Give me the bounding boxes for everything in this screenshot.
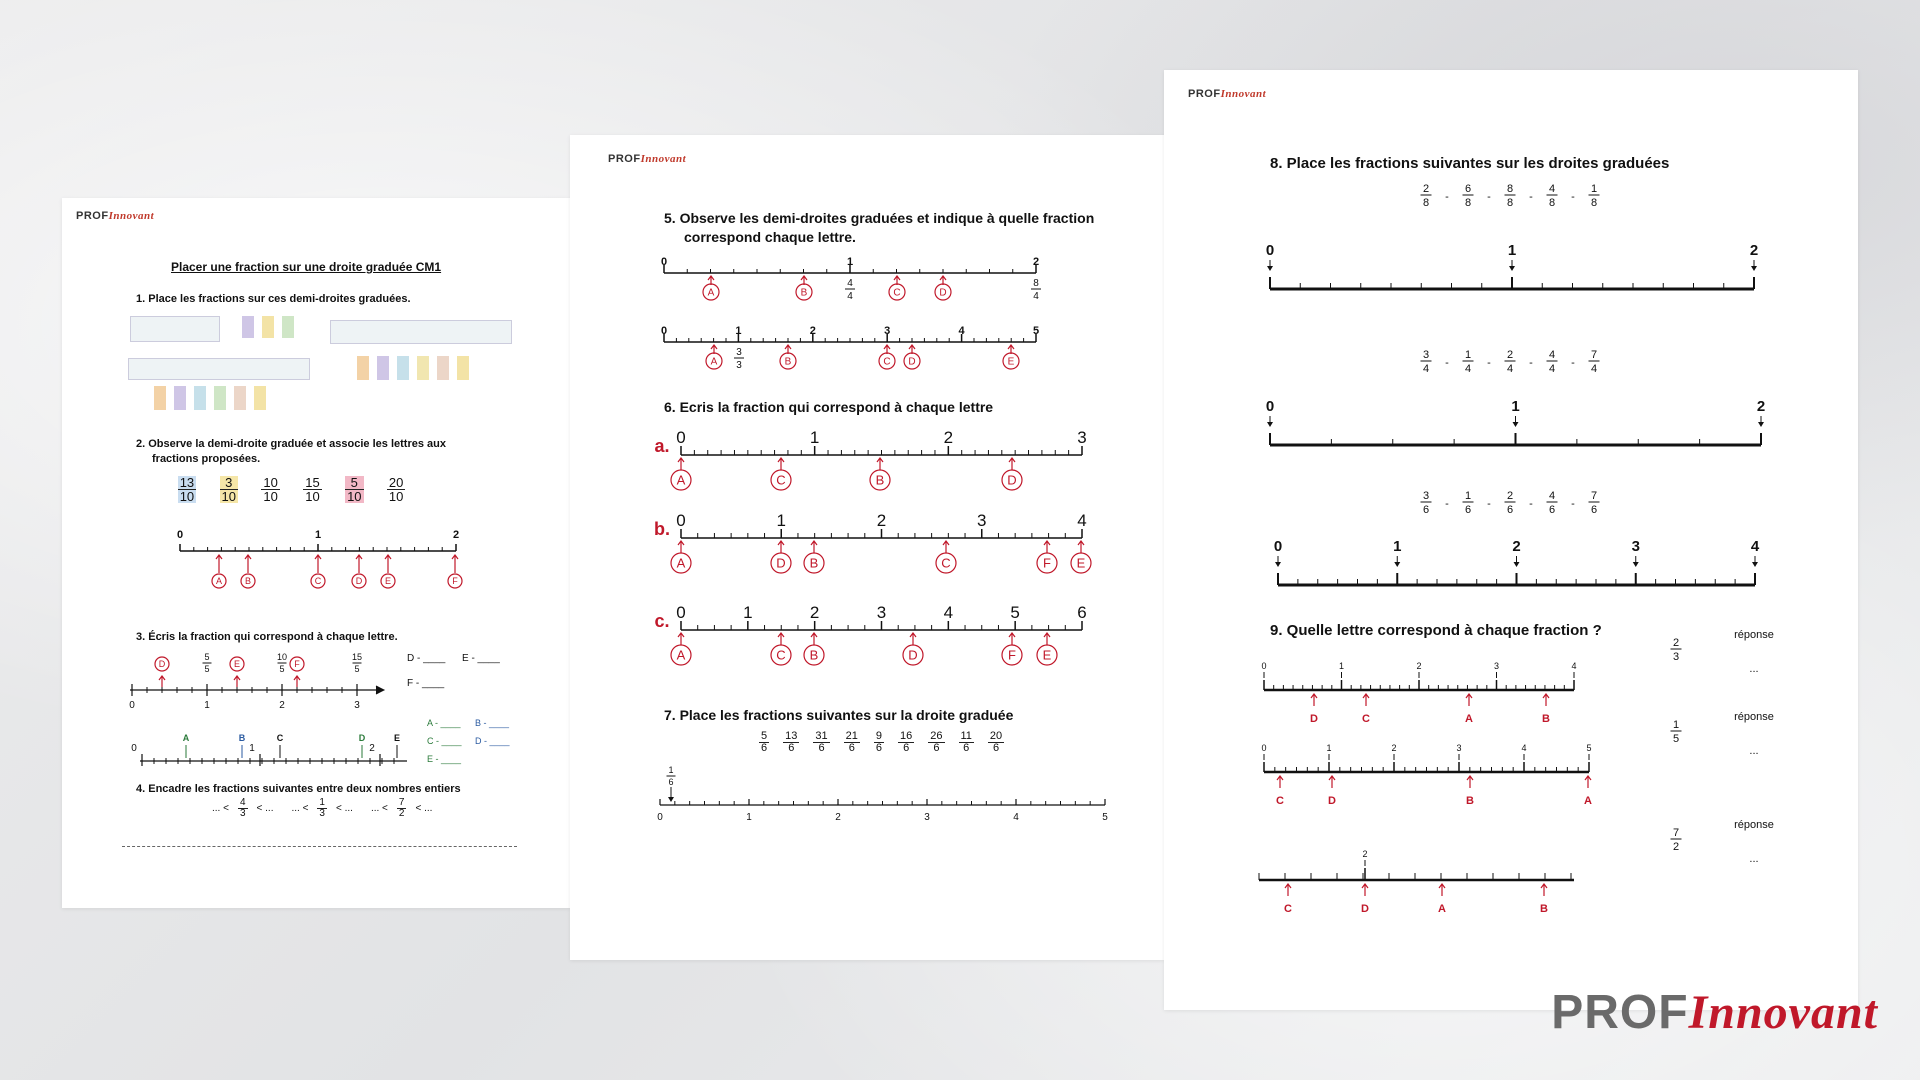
letter-label: E: [1007, 356, 1015, 368]
question-8: 8. Place les fractions suivantes sur les droites graduées: [1270, 155, 1670, 172]
letter-label: C: [776, 647, 786, 663]
fraction-denominator: 6: [788, 742, 795, 754]
tick-label: 1: [1338, 661, 1345, 671]
tick-label: 6: [1077, 603, 1087, 622]
logo-prefix: PROF: [76, 210, 109, 222]
fraction-numerator: 9: [875, 730, 882, 742]
q9-answer: ...: [1749, 663, 1759, 675]
q9-answer: ...: [1749, 853, 1759, 865]
fraction-numerator: 16: [900, 730, 913, 742]
q4-pre: ... <: [212, 803, 229, 815]
tick-label: 3: [1077, 428, 1087, 447]
letter-label: B: [809, 555, 819, 571]
fraction-denominator: 8: [1464, 197, 1472, 209]
question-2-line-2: fractions proposées.: [152, 453, 261, 465]
q3-answer-b: B - ____: [475, 718, 510, 728]
fraction-numerator: 15: [305, 475, 320, 490]
q9-letter-b: B: [1542, 713, 1550, 725]
tick-label: 0: [676, 428, 686, 447]
fraction-denominator: 10: [388, 489, 404, 504]
fraction-numerator: 4: [1548, 490, 1556, 502]
tick-label: 4: [1013, 812, 1019, 823]
fraction-denominator: 6: [818, 742, 825, 754]
separator: -: [1529, 191, 1533, 203]
fraction-denominator: 3: [736, 360, 742, 371]
fraction-denominator: 4: [1548, 363, 1556, 375]
letter-label: A: [676, 647, 686, 663]
fraction-numerator: 26: [930, 730, 943, 742]
q3-answer-a: A - ____: [427, 718, 461, 728]
separator: -: [1571, 191, 1575, 203]
q3-answer-d: D - ____: [407, 653, 446, 664]
fraction-denominator: 8: [1422, 197, 1430, 209]
q4-item: [370, 797, 433, 819]
tick-label: 2: [1416, 661, 1422, 671]
fraction-denominator: 5: [354, 664, 360, 674]
fraction-numerator: 2: [1672, 637, 1680, 649]
fraction-numerator: 4: [1548, 183, 1556, 195]
fraction-numerator: 8: [1033, 278, 1039, 289]
q7-number-line: [570, 135, 1164, 960]
fraction-denominator: 6: [668, 777, 674, 787]
letter-label: C: [941, 555, 951, 571]
fraction-denominator: 4: [847, 291, 853, 302]
q9-letter-a: A: [1438, 903, 1446, 915]
tick-label: 3: [924, 812, 930, 823]
fraction-denominator: 6: [761, 742, 768, 754]
tick-label: 4: [1077, 511, 1087, 530]
q9-answer-label: réponse: [1734, 629, 1774, 641]
fraction-numerator: 1: [1464, 349, 1472, 361]
fraction-numerator: 2: [1506, 490, 1514, 502]
fraction-numerator: 21: [845, 730, 858, 742]
tick-label: 1: [846, 256, 854, 268]
letter-label: C: [893, 287, 901, 299]
q3-letter2-d: D: [358, 733, 366, 743]
q6-row-label: c.: [654, 611, 670, 631]
fraction-numerator: 15: [351, 652, 363, 662]
letter-label: B: [800, 287, 808, 299]
tick-label: 3: [1456, 743, 1462, 753]
q9-letter-b: B: [1466, 795, 1474, 807]
letter-label: E: [1076, 555, 1086, 571]
letter-label: E: [384, 576, 392, 587]
tick-label: 0: [660, 325, 668, 337]
q9-letter-d: D: [1328, 795, 1336, 807]
letter-label: A: [710, 356, 718, 368]
tick-label: 3: [876, 603, 887, 622]
separator: -: [1487, 498, 1491, 510]
tick-label: 4: [1571, 661, 1577, 671]
fraction-denominator: 6: [1548, 504, 1556, 516]
arrow-head: [376, 686, 384, 694]
tick-label: 1: [1511, 398, 1520, 415]
tick-label: 2: [369, 743, 375, 754]
fraction-numerator: 31: [815, 730, 828, 742]
tick-label: 0: [660, 256, 668, 268]
tick-label: 5: [1032, 325, 1040, 337]
q4-pre: ... <: [370, 803, 388, 815]
fraction-numerator: 4: [1548, 349, 1556, 361]
letter-label: D: [1007, 472, 1017, 488]
tick-label: 0: [657, 812, 663, 823]
fraction-denominator: 5: [279, 664, 285, 674]
fraction-numerator: 13: [179, 475, 195, 490]
brand-prefix: PROF: [1551, 986, 1689, 1039]
tick-label: 0: [676, 603, 686, 622]
tick-label: 3: [977, 511, 987, 530]
arrow-head: [668, 797, 674, 802]
q3-answer-e2: E - ____: [427, 754, 462, 764]
tick-label: 3: [884, 325, 891, 337]
tick-label: 2: [1032, 256, 1040, 268]
tick-label: 1: [746, 812, 752, 823]
letter-label: C: [314, 576, 322, 587]
q4-items: [212, 798, 512, 828]
tick-label: 2: [809, 325, 816, 337]
tick-label: 0: [1265, 398, 1275, 415]
tick-label: 2: [1512, 538, 1521, 555]
question-5-line-2: correspond chaque lettre.: [684, 229, 856, 245]
tick-label: 2: [452, 529, 460, 541]
tick-label: 1: [735, 325, 742, 337]
fraction-denominator: 6: [875, 742, 882, 754]
fraction-numerator: 4: [239, 797, 246, 808]
logo-suffix: Innovant: [1220, 88, 1267, 100]
q9-letter-a: A: [1465, 713, 1473, 725]
letter-label: D: [939, 287, 947, 299]
tick-label: 2: [279, 700, 285, 711]
fraction-numerator: 10: [276, 652, 288, 662]
letter-label: A: [676, 472, 686, 488]
fraction-denominator: 6: [1506, 504, 1514, 516]
separator: -: [1571, 498, 1575, 510]
q4-fraction: [238, 798, 248, 819]
fraction-denominator: 5: [204, 664, 210, 674]
fraction-numerator: 5: [204, 652, 210, 662]
letter-label: B: [784, 356, 792, 368]
letter-label: B: [244, 576, 252, 587]
fraction-numerator: 6: [1464, 183, 1472, 195]
q6-row-label: b.: [654, 519, 670, 539]
letter-label: F: [1008, 647, 1016, 663]
fraction-numerator: 2: [1506, 349, 1514, 361]
q4-item: [291, 797, 353, 819]
question-1: 1. Place les fractions sur ces demi-droites graduées.: [136, 293, 411, 305]
separator: -: [1487, 191, 1491, 203]
tick-label: 5: [1586, 743, 1592, 753]
fraction-denominator: 6: [1464, 504, 1472, 516]
logo-suffix: Innovant: [108, 210, 155, 222]
q3-answer-c: C - ____: [427, 736, 462, 746]
fraction-denominator: 6: [963, 742, 970, 754]
brand-logo: [1551, 985, 1878, 1040]
fraction-numerator: 7: [1590, 349, 1598, 361]
separator: -: [1445, 498, 1449, 510]
fraction-denominator: 5: [1672, 733, 1680, 745]
tick-label: 1: [249, 743, 255, 754]
fraction-denominator: 4: [1033, 291, 1039, 302]
letter-label: F: [1043, 555, 1051, 571]
fraction-numerator: 1: [668, 765, 674, 775]
fraction-denominator: 6: [1590, 504, 1598, 516]
letter-label: B: [875, 472, 885, 488]
tick-label: 4: [1750, 538, 1760, 555]
q9-letter-d: D: [1361, 903, 1369, 915]
tick-label: 1: [1326, 743, 1332, 753]
separator: -: [1529, 357, 1533, 369]
letter-label: D: [776, 555, 786, 571]
fraction-denominator: 2: [1672, 841, 1680, 853]
fraction-numerator: 7: [1590, 490, 1598, 502]
fraction-denominator: 6: [933, 742, 940, 754]
fraction-denominator: 10: [305, 489, 320, 504]
tick-label: 2: [943, 428, 954, 447]
separator: -: [1445, 357, 1449, 369]
tick-label: 4: [958, 325, 965, 337]
fraction-numerator: 1: [1672, 719, 1680, 731]
letter-label: A: [215, 576, 223, 587]
q9-letter-a: A: [1584, 795, 1592, 807]
tick-label: 1: [743, 603, 753, 622]
letter-label: A: [676, 555, 686, 571]
fraction-numerator: 1: [1590, 183, 1598, 195]
letter-label: D: [158, 659, 166, 670]
tick-label: 1: [314, 529, 322, 541]
dotted-divider: [122, 846, 517, 847]
q3-letter2-a: A: [182, 733, 190, 743]
tick-label: 1: [204, 700, 210, 711]
q4-fraction: [317, 798, 327, 819]
tick-label: 5: [1010, 603, 1020, 622]
letter-label: B: [809, 647, 819, 663]
q9-letter-c: C: [1276, 795, 1284, 807]
question-7: 7. Place les fractions suivantes sur la droite graduée: [664, 707, 1014, 723]
tick-label: 3: [354, 700, 360, 711]
tick-label: 2: [1362, 849, 1368, 859]
question-2-line-1: 2. Observe la demi-droite graduée et associe les lettres aux: [136, 438, 446, 450]
tick-label: 1: [1507, 242, 1517, 259]
q3-answer-e: E - ____: [462, 653, 500, 664]
tick-label: 0: [676, 511, 686, 530]
tick-label: 4: [1521, 743, 1527, 753]
tick-label: 0: [1273, 538, 1283, 555]
letter-label: D: [355, 576, 363, 587]
fraction-numerator: 13: [785, 730, 798, 742]
separator: -: [1529, 498, 1533, 510]
q4-post: < ...: [256, 803, 274, 815]
fraction-numerator: 3: [220, 476, 238, 490]
question-3: 3. Écris la fraction qui correspond à chaque lettre.: [136, 631, 398, 643]
fraction-denominator: 8: [1548, 197, 1556, 209]
q3-answer-d2: D - ____: [475, 736, 510, 746]
letter-label: D: [908, 356, 916, 368]
fraction-numerator: 11: [960, 730, 972, 742]
worksheet-page-1: [62, 198, 570, 908]
q4-fraction: [397, 798, 407, 819]
fraction-numerator: 3: [736, 347, 742, 358]
worksheet-page-2: [570, 135, 1164, 960]
fraction-denominator: 4: [1590, 363, 1598, 375]
q9-letter-c: C: [1362, 713, 1370, 725]
tick-label: 0: [176, 529, 184, 541]
tick-label: 2: [809, 603, 820, 622]
letter-label: F: [294, 659, 300, 670]
letter-label: E: [1042, 647, 1052, 663]
fraction-denominator: 10: [179, 489, 195, 504]
fraction-denominator: 3: [1672, 651, 1680, 663]
letter-label: D: [908, 647, 918, 663]
fraction-denominator: 6: [1422, 504, 1430, 516]
tick-label: 0: [1261, 743, 1267, 753]
fraction-denominator: 8: [1506, 197, 1514, 209]
question-4: 4. Encadre les fractions suivantes entre deux nombres entiers: [136, 783, 461, 795]
tick-label: 1: [1393, 538, 1402, 555]
fraction-denominator: 3: [319, 808, 325, 819]
logo-prefix: PROF: [1188, 88, 1221, 100]
fraction-denominator: 6: [992, 742, 1000, 754]
fraction-numerator: 20: [388, 475, 404, 490]
q4-item: [212, 797, 274, 819]
q6-row-label: a.: [654, 436, 670, 456]
fraction-numerator: 2: [1422, 183, 1430, 195]
separator: -: [1571, 357, 1575, 369]
q9-answer: ...: [1749, 745, 1759, 757]
fraction-denominator: 6: [903, 742, 910, 754]
page1-title: Placer une fraction sur une droite graduée CM1: [171, 260, 442, 274]
fraction-denominator: 10: [263, 489, 278, 504]
letter-label: F: [452, 576, 458, 587]
worksheet-page-3: [1164, 70, 1858, 1010]
letter-label: E: [233, 659, 241, 670]
tick-label: 3: [1631, 538, 1640, 555]
fraction-numerator: 5: [345, 476, 363, 490]
q9-letter-b: B: [1540, 903, 1548, 915]
tick-label: 0: [1265, 242, 1275, 259]
fraction-numerator: 3: [1422, 490, 1430, 502]
fraction-numerator: 20: [989, 730, 1003, 742]
q4-post: < ...: [335, 803, 353, 815]
fraction-denominator: 3: [239, 808, 246, 819]
fraction-numerator: 1: [1464, 490, 1472, 502]
fraction-numerator: 7: [1672, 827, 1680, 839]
q9-answer-label: réponse: [1734, 819, 1774, 831]
letter-label: C: [776, 472, 786, 488]
letter-label: A: [707, 287, 715, 299]
logo-suffix: Innovant: [640, 153, 687, 165]
question-6: 6. Ecris la fraction qui correspond à chaque lettre: [664, 399, 994, 415]
q3-letter2-b: B: [238, 733, 246, 743]
tick-label: 2: [1749, 242, 1759, 259]
tick-label: 2: [1756, 398, 1766, 415]
tick-label: 1: [809, 428, 820, 447]
q9-number-lines: [1164, 70, 1858, 1010]
q3-letter2-e: E: [393, 733, 401, 743]
q4-post: < ...: [415, 803, 433, 815]
tick-label: 3: [1493, 661, 1500, 671]
tick-label: 4: [943, 603, 954, 622]
fraction-numerator: 8: [1506, 183, 1514, 195]
q4-pre: ... <: [291, 803, 309, 815]
separator: -: [1487, 357, 1491, 369]
tick-label: 2: [835, 812, 841, 823]
letter-label: C: [883, 356, 891, 368]
fraction-numerator: 10: [263, 475, 278, 490]
fraction-numerator: 5: [761, 730, 768, 742]
q9-answer-label: réponse: [1734, 711, 1774, 723]
tick-label: 5: [1102, 812, 1108, 823]
separator: -: [1445, 191, 1449, 203]
fraction-numerator: 1: [319, 797, 325, 808]
fraction-denominator: 6: [848, 742, 855, 754]
q9-letter-c: C: [1284, 903, 1292, 915]
fraction-numerator: 7: [398, 797, 405, 808]
fraction-denominator: 4: [1464, 363, 1472, 375]
fraction-denominator: 8: [1590, 197, 1598, 209]
tick-label: 0: [129, 700, 135, 711]
fraction-numerator: 4: [847, 278, 853, 289]
tick-label: 1: [776, 511, 786, 530]
tick-label: 0: [1261, 661, 1267, 671]
q3-letter2-c: C: [276, 733, 284, 743]
tick-label: 2: [876, 511, 887, 530]
fraction-denominator: 4: [1506, 363, 1514, 375]
brand-suffix: Innovant: [1688, 986, 1878, 1039]
tick-label: 0: [131, 743, 137, 754]
fraction-numerator: 3: [1422, 349, 1430, 361]
q9-letter-d: D: [1310, 713, 1318, 725]
fraction-denominator: 4: [1422, 363, 1430, 375]
q3-answer-f: F - ____: [407, 678, 445, 689]
fraction-denominator: 10: [221, 489, 236, 504]
logo-prefix: PROF: [608, 153, 641, 165]
fraction-denominator: 2: [398, 808, 405, 819]
tick-label: 2: [1391, 743, 1397, 753]
question-5-line-1: 5. Observe les demi-droites graduées et indique à quelle fraction: [664, 210, 1095, 226]
question-9: 9. Quelle lettre correspond à chaque fraction ?: [1270, 622, 1602, 639]
fraction-denominator: 10: [347, 489, 362, 504]
